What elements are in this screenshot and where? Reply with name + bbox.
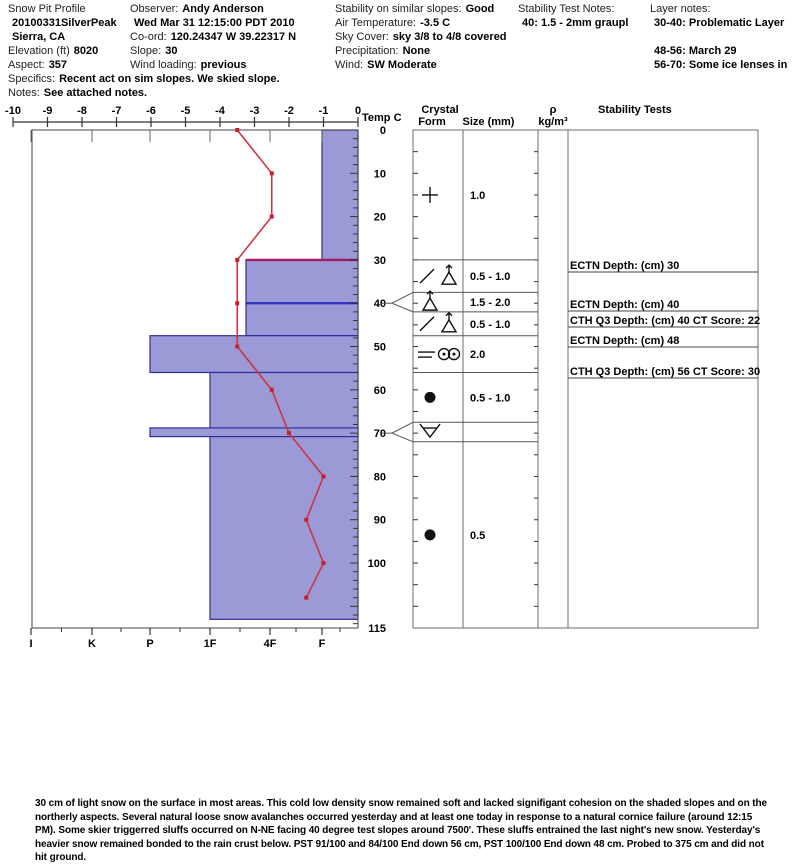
field-observer: Observer: Andy Anderson <box>130 3 264 15</box>
svg-text:115: 115 <box>368 623 386 635</box>
temp-point-marker <box>235 128 239 132</box>
svg-text:F: F <box>318 638 326 650</box>
layer-pointer-40 <box>392 292 413 311</box>
temp-point-marker <box>287 431 291 435</box>
svg-text:0.5 - 1.0: 0.5 - 1.0 <box>470 271 511 284</box>
svg-text:50: 50 <box>373 341 386 354</box>
temp-point-marker <box>304 596 308 600</box>
svg-text:20: 20 <box>373 211 386 224</box>
field-wind: Wind: SW Moderate <box>335 59 437 71</box>
pit-location: Sierra, CA <box>12 31 66 43</box>
stability-test-entry: CTH Q3 Depth: (cm) 40 CT Score: 22 <box>570 315 761 327</box>
svg-text:P: P <box>146 638 154 650</box>
svg-text:Temp C: Temp C <box>362 112 402 124</box>
svg-text:1.5 - 2.0: 1.5 - 2.0 <box>470 297 511 310</box>
stability-column <box>568 130 761 628</box>
temp-point-marker <box>270 388 274 392</box>
field-precipitation: Precipitation: None <box>335 45 431 57</box>
field-notes: Notes: See attached notes. <box>8 87 148 99</box>
temp-point-marker <box>235 345 239 349</box>
hardness-layer-56-113 <box>210 373 358 620</box>
stability-test-entry: CTH Q3 Depth: (cm) 56 CT Score: 30 <box>570 366 761 378</box>
field-date: Wed Mar 31 12:15:00 PDT 2010 <box>134 17 295 29</box>
svg-text:-3: -3 <box>249 105 260 117</box>
hardness-axis <box>29 628 340 650</box>
temp-point-marker <box>235 258 239 262</box>
stability-test-entry: ECTN Depth: (cm) 40 <box>570 299 680 311</box>
svg-text:kg/m³: kg/m³ <box>538 116 568 128</box>
svg-text:1F: 1F <box>203 638 217 650</box>
hardness-layer-0-30 <box>322 130 358 260</box>
layer-note-48-56: 48-56: March 29 <box>654 45 737 57</box>
svg-text:Form: Form <box>418 116 446 128</box>
field-wind-loading: Wind loading: previous <box>130 59 247 71</box>
hardness-layer-40-47.5 <box>246 303 358 335</box>
stability-test-entry: ECTN Depth: (cm) 30 <box>570 260 680 272</box>
field-sky-cover: Sky Cover: sky 3/8 to 4/8 covered <box>335 31 507 43</box>
svg-text:-10: -10 <box>5 105 21 117</box>
svg-text:40: 40 <box>373 298 386 311</box>
layer-note-56-70: 56-70: Some ice lenses in <box>654 59 788 71</box>
svg-text:Stability Tests: Stability Tests <box>598 104 672 116</box>
svg-text:0.5: 0.5 <box>470 529 486 542</box>
svg-text:0: 0 <box>379 125 386 137</box>
svg-text:-7: -7 <box>111 105 122 117</box>
svg-text:ρ: ρ <box>549 104 557 116</box>
temp-point-marker <box>235 301 239 305</box>
pit-id: 20100331SilverPeak <box>12 17 117 29</box>
hardness-layer-30-40 <box>246 260 358 303</box>
svg-text:-6: -6 <box>146 105 156 117</box>
svg-text:Crystal: Crystal <box>421 104 459 116</box>
svg-text:-2: -2 <box>284 105 294 117</box>
svg-text:4F: 4F <box>263 638 277 650</box>
layer-note-30-40: 30-40: Problematic Layer <box>654 17 785 29</box>
temp-point-marker <box>270 215 274 219</box>
svg-text:-4: -4 <box>215 105 225 117</box>
svg-text:60: 60 <box>373 384 386 397</box>
svg-text:1.0: 1.0 <box>470 189 486 202</box>
svg-text:100: 100 <box>367 558 386 571</box>
temp-point-marker <box>322 561 326 565</box>
stability-test-entry: ECTN Depth: (cm) 48 <box>570 335 680 347</box>
svg-text:0.5 - 1.0: 0.5 - 1.0 <box>470 392 511 405</box>
report-title: Snow Pit Profile <box>8 3 86 15</box>
stability-test-note: 40: 1.5 - 2mm graupl <box>522 17 629 29</box>
field-elevation: Elevation (ft) 8020 <box>8 45 99 57</box>
svg-text:90: 90 <box>373 514 386 527</box>
svg-text:70: 70 <box>373 428 386 441</box>
svg-text:-1: -1 <box>318 105 329 117</box>
crystal-rows <box>382 187 538 542</box>
svg-text:Size (mm): Size (mm) <box>462 116 515 128</box>
svg-text:2.0: 2.0 <box>470 349 486 362</box>
svg-text:I: I <box>29 638 33 650</box>
temp-point-marker <box>322 474 326 478</box>
field-coordinates: Co-ord: 120.24347 W 39.22317 N <box>130 31 297 43</box>
field-aspect: Aspect: 357 <box>8 59 68 71</box>
crystal-column <box>413 130 463 628</box>
svg-text:0: 0 <box>354 105 362 117</box>
field-stability-similar-slopes: Stability on similar slopes: Good <box>335 3 495 15</box>
layer-pointer-70 <box>392 422 413 441</box>
pit-notes-paragraph: 30 cm of light snow on the surface in most areas. This cold low density snow remained soft and lacked signifigant cohesion on the shaded slopes and on the northerly aspects. Several natural loose snow avalanches occurred yesterday and at least one today in response to a natural cornice failure (around 12:15 PM). Some skier triggerred sluffs occurred on N-NE facing 40 degree test slopes around 7500'. These sluffs entrained the last night's new snow. Yesterday's heavier snow remained bonded to the rain crust below. PST 91/100 and 84/100 End down 56 cm, PST 100/100 End down 48 cm. Probed to 375 cm and did not hit ground. <box>35 798 767 863</box>
field-specifics: Specifics: Recent act on sim slopes. We skied slope. <box>8 73 280 85</box>
stability-test-notes-heading: Stability Test Notes: <box>518 3 615 15</box>
field-air-temperature: Air Temperature: -3.5 C <box>335 17 451 29</box>
size-column <box>463 130 538 628</box>
svg-text:30: 30 <box>373 254 386 267</box>
svg-text:K: K <box>88 638 96 650</box>
temp-point-marker <box>270 171 274 175</box>
svg-text:-5: -5 <box>180 105 191 117</box>
temp-point-marker <box>304 518 308 522</box>
svg-text:80: 80 <box>373 471 386 484</box>
svg-text:-9: -9 <box>42 105 53 117</box>
svg-text:10: 10 <box>373 168 386 181</box>
density-column <box>538 130 568 628</box>
layer-notes-heading: Layer notes: <box>650 3 711 15</box>
svg-text:0.5 - 1.0: 0.5 - 1.0 <box>470 318 511 331</box>
hardness-layer-68.8-70.8 <box>150 428 358 437</box>
field-slope: Slope: 30 <box>130 45 178 57</box>
svg-text:-8: -8 <box>77 105 87 117</box>
stability-tests <box>568 260 760 378</box>
hardness-bars <box>150 130 358 619</box>
